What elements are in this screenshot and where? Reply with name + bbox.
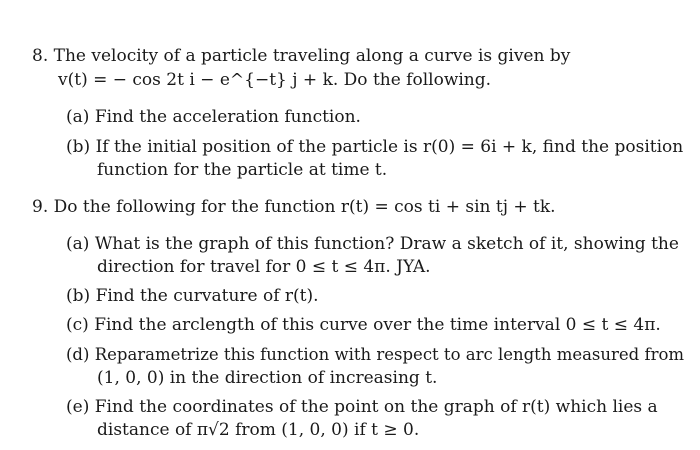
problem-9e-text2: distance of π√2 from (1, 0, 0) if t ≥ 0. <box>97 420 420 440</box>
problem-9c <box>66 314 661 336</box>
problem-9b-label: (b) <box>66 286 91 306</box>
problem-9-stem-line1: Do the following for the function r(t) = cos ti + sin tj + tk. <box>53 197 556 217</box>
problem-9a-text1: What is the graph of this function? Draw a sketch of it, showing the <box>94 234 679 254</box>
problem-9-line1 <box>32 196 556 218</box>
problem-9b-text: Find the curvature of r(t). <box>95 286 319 306</box>
problem-9c-text: Find the arclength of this curve over the time interval 0 ≤ t ≤ 4π. <box>94 315 661 335</box>
problem-8-stem-line1: The velocity of a particle traveling along a curve is given by <box>53 46 571 66</box>
problem-8-number: 8. <box>32 46 49 66</box>
problem-8a-text: Find the acceleration function. <box>94 107 361 127</box>
problem-9a-text2: direction for travel for 0 ≤ t ≤ 4π. JYA. <box>97 257 431 277</box>
problem-8a <box>66 106 361 128</box>
problem-8b-text2: function for the particle at time t. <box>97 160 388 180</box>
problem-9e-text1: Find the coordinates of the point on the graph of r(t) which lies a <box>94 397 658 417</box>
problem-9-number: 9. <box>32 197 49 217</box>
problem-8a-label: (a) <box>66 107 90 127</box>
problem-9c-label: (c) <box>66 315 89 335</box>
problem-9d-text2: (1, 0, 0) in the direction of increasing t. <box>97 368 438 388</box>
problem-9d-line1 <box>66 344 684 366</box>
problem-9a-line1 <box>66 233 679 255</box>
problem-8b-label: (b) <box>66 137 91 157</box>
problem-9a-label: (a) <box>66 234 90 254</box>
problem-8b-text1: If the initial position of the particle is r(0) = 6i + k, find the position <box>95 137 684 157</box>
problem-9d-label: (d) <box>66 345 90 364</box>
problem-9e-label: (e) <box>66 397 90 417</box>
problem-9e-line1 <box>66 396 658 418</box>
problem-8-line1 <box>32 45 570 67</box>
problem-9d-text1: Reparametrize this function with respect to arc length measured from <box>94 345 685 364</box>
problem-9b <box>66 285 319 307</box>
problem-8b-line1 <box>66 136 683 158</box>
problem-8-stem-line2: v(t) = − cos 2t i − e^{−t} j + k. Do the following. <box>58 70 492 90</box>
